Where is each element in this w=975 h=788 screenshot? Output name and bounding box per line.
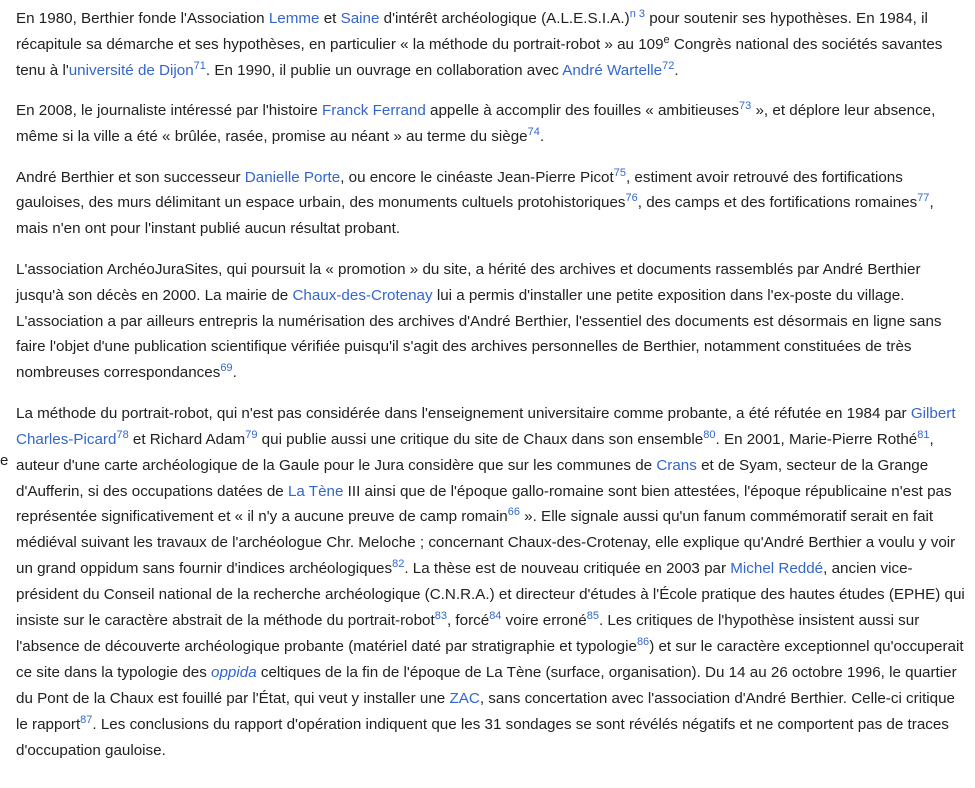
reference-link[interactable] bbox=[489, 610, 501, 622]
reference-anchor[interactable]: n 3 bbox=[629, 8, 645, 20]
text-run: III ainsi que de l'époque gallo-romaine sont bien attestées, l'époque républicaine n'est pas représentée significativement et « il n'y a aucune preuve de camp romain bbox=[16, 482, 952, 526]
text-run: . En 1990, il publie un ouvrage en collaboration avec bbox=[205, 61, 563, 79]
text-run: pour soutenir ses hypothèses. En 1984, il récapitule sa démarche et ses hypothèses, en particulier « la méthode du portrait-robot » au 109 bbox=[16, 10, 928, 53]
text-run: L'association ArchéoJuraSites, qui poursuit la « promotion » du site, a hérité des archives et documents rassemblés par André Berthier jusqu'à son décès en 2000. La mairie de bbox=[16, 260, 921, 304]
reference-link[interactable] bbox=[508, 506, 520, 518]
reference-anchor[interactable]: 77 bbox=[917, 192, 930, 205]
reference-anchor[interactable]: 83 bbox=[434, 610, 447, 623]
text-run: . bbox=[232, 364, 237, 382]
reference-anchor[interactable]: 72 bbox=[662, 59, 675, 72]
wiki-link[interactable]: La Tène bbox=[287, 482, 344, 500]
reference-link[interactable] bbox=[917, 192, 929, 204]
reference-anchor[interactable]: 75 bbox=[613, 166, 626, 179]
reference-anchor[interactable]: 85 bbox=[586, 610, 599, 623]
text-run: . bbox=[539, 128, 545, 146]
reference-link[interactable] bbox=[917, 429, 929, 441]
reference-anchor[interactable]: 78 bbox=[116, 428, 129, 441]
text-run: qui publie aussi une critique du site de Chaux dans son ensemble bbox=[257, 430, 704, 448]
wiki-link[interactable]: Gilbert Charles-Picard bbox=[16, 404, 956, 448]
article-body bbox=[16, 6, 966, 778]
wiki-link[interactable]: Danielle Porte bbox=[244, 168, 341, 186]
reference-link[interactable] bbox=[630, 8, 645, 20]
wiki-link[interactable]: André Wartelle bbox=[562, 61, 663, 79]
wiki-link[interactable]: université de Dijon bbox=[68, 61, 194, 79]
text-run: celtiques de la fin de l'époque de La Tène (surface, organisation). Du 14 au 26 octobre 1996, le quartier du Pont de la Chaux est fouillé par l'État, qui veut y installer une bbox=[16, 663, 957, 707]
reference-anchor[interactable]: 71 bbox=[193, 59, 206, 72]
text-run: , sans concertation avec l'association d'André Berthier. Celle-ci critique le rapport bbox=[16, 689, 956, 733]
reference-link[interactable] bbox=[637, 636, 649, 648]
reference-link[interactable] bbox=[703, 429, 715, 441]
reference-link[interactable] bbox=[194, 60, 206, 72]
paragraph bbox=[16, 165, 966, 243]
reference-link[interactable] bbox=[739, 100, 751, 112]
text-run: . Les conclusions du rapport d'opération indiquent que les 31 sondages se sont révélés négatifs et ne comportent pas de traces d'occupation gauloise. bbox=[16, 715, 949, 759]
reference-anchor[interactable]: 73 bbox=[739, 100, 752, 113]
reference-anchor[interactable]: 81 bbox=[917, 428, 930, 441]
reference-link[interactable] bbox=[245, 429, 257, 441]
reference-link[interactable] bbox=[662, 60, 674, 72]
text-run: et bbox=[319, 10, 341, 27]
text-run: , ou encore le cinéaste Jean-Pierre Picot bbox=[340, 168, 614, 186]
wiki-link[interactable]: Lemme bbox=[268, 10, 320, 27]
paragraph bbox=[16, 6, 966, 84]
reference-anchor[interactable]: 79 bbox=[245, 428, 258, 441]
reference-anchor[interactable]: 84 bbox=[489, 610, 502, 623]
wiki-link[interactable]: Franck Ferrand bbox=[321, 102, 426, 120]
text-run: . En 2001, Marie-Pierre Rothé bbox=[715, 430, 918, 448]
text-run: lui a permis d'installer une petite exposition dans l'ex-poste du village. L'association a par ailleurs entrepris la numérisation des archives d'André Berthier, l'essentiel des documents est désormais en ligne sans faire l'objet d'une publication scientifique vérifiée puisqu'il s'agit des archives personnelles de Berthier, notamment constituées de très nombreuses correspondances bbox=[16, 286, 942, 382]
text-run: , mais n'en ont pour l'instant publié aucun résultat probant. bbox=[16, 194, 934, 238]
reference-anchor[interactable]: 87 bbox=[80, 713, 93, 726]
wiki-link[interactable]: Michel Reddé bbox=[730, 560, 824, 578]
text-run: ) et sur le caractère exceptionnel qu'occuperait ce site dans la typologie des bbox=[16, 637, 964, 681]
reference-anchor[interactable]: 80 bbox=[703, 428, 716, 441]
text-run: , estiment avoir retrouvé des fortifications gauloises, des murs délimitant un espace urbain, des monuments cultuels protohistoriques bbox=[16, 168, 903, 212]
left-edge-fragment: e bbox=[0, 452, 9, 469]
reference-anchor[interactable]: 76 bbox=[625, 192, 638, 205]
paragraph bbox=[16, 98, 966, 150]
reference-anchor[interactable]: 69 bbox=[220, 362, 233, 375]
text-run: ». Elle signale aussi qu'un fanum commémoratif serait en fait médiéval suivant les travaux de l'archéologue Chr. Meloche ; concernant Chaux-des-Crotenay, elle explique qu'André Berthier a voulu y voir un grand oppidum sans fournir d'indices archéologiques bbox=[16, 508, 956, 578]
text-run: . La thèse est de nouveau critiquée en 2003 par bbox=[404, 560, 731, 578]
reference-link[interactable] bbox=[528, 126, 540, 138]
text-run: En 1980, Berthier fonde l'Association bbox=[16, 10, 269, 27]
text-run: , ancien vice-président du Conseil national de la recherche archéologique (C.N.R.A.) et directeur d'études à l'École pratique des hautes études (EPHE) qui insiste sur le caractère abstrait de la méthode du portrait-robot bbox=[16, 560, 965, 630]
text-run: . bbox=[674, 61, 679, 79]
reference-link[interactable] bbox=[587, 610, 599, 622]
wiki-link[interactable]: Crans bbox=[656, 456, 697, 474]
text-run: appelle à accomplir des fouilles « ambitieuses bbox=[425, 102, 740, 120]
text-run: , auteur d'une carte archéologique de la Gaule pour le Jura considère que sur les communes de bbox=[16, 430, 934, 474]
paragraph bbox=[16, 401, 966, 764]
reference-link[interactable] bbox=[392, 558, 404, 570]
reference-anchor[interactable]: 74 bbox=[527, 126, 540, 139]
text-run: . Les critiques de l'hypothèse insistent aussi sur l'absence de découverte archéologique probante (matériel daté par stratigraphie et typologie bbox=[16, 612, 920, 655]
reference-anchor[interactable]: 66 bbox=[507, 506, 520, 519]
text-run: et Richard Adam bbox=[128, 430, 246, 448]
text-run: », et déplore leur absence, même si la ville a été « brûlée, rasée, promise au néant » au terme du siège bbox=[16, 102, 936, 146]
text-run: Congrès national des sociétés savantes tenu à l' bbox=[16, 35, 943, 79]
wiki-link[interactable]: ZAC bbox=[449, 689, 480, 707]
text-run: et de Syam, secteur de la Grange d'Aufferin, si des occupations datées de bbox=[16, 456, 929, 500]
text-run: André Berthier et son successeur bbox=[16, 168, 245, 186]
paragraph bbox=[16, 257, 966, 387]
reference-link[interactable] bbox=[435, 610, 447, 622]
text-run: d'intérêt archéologique (A.L.E.S.I.A.) bbox=[379, 10, 630, 27]
reference-link[interactable] bbox=[614, 167, 626, 179]
reference-anchor[interactable]: 82 bbox=[392, 558, 405, 571]
reference-link[interactable] bbox=[626, 192, 638, 204]
reference-link[interactable] bbox=[220, 362, 232, 374]
superscript: e bbox=[663, 33, 670, 46]
wiki-link[interactable]: Saine bbox=[340, 10, 380, 27]
reference-link[interactable] bbox=[80, 714, 92, 726]
wiki-link[interactable]: Chaux-des-Crotenay bbox=[292, 286, 433, 304]
reference-link[interactable] bbox=[116, 429, 128, 441]
wiki-link[interactable]: oppida bbox=[211, 663, 257, 681]
text-run: En 2008, le journaliste intéressé par l'histoire bbox=[16, 102, 322, 120]
text-run: La méthode du portrait-robot, qui n'est pas considérée dans l'enseignement universitaire comme probante, a été réfutée en 1984 par bbox=[16, 404, 911, 422]
text-run: , des camps et des fortifications romaines bbox=[637, 194, 918, 212]
text-run: , forcé bbox=[446, 612, 490, 630]
reference-anchor[interactable]: 86 bbox=[636, 635, 650, 648]
text-run: voire erroné bbox=[501, 612, 587, 630]
